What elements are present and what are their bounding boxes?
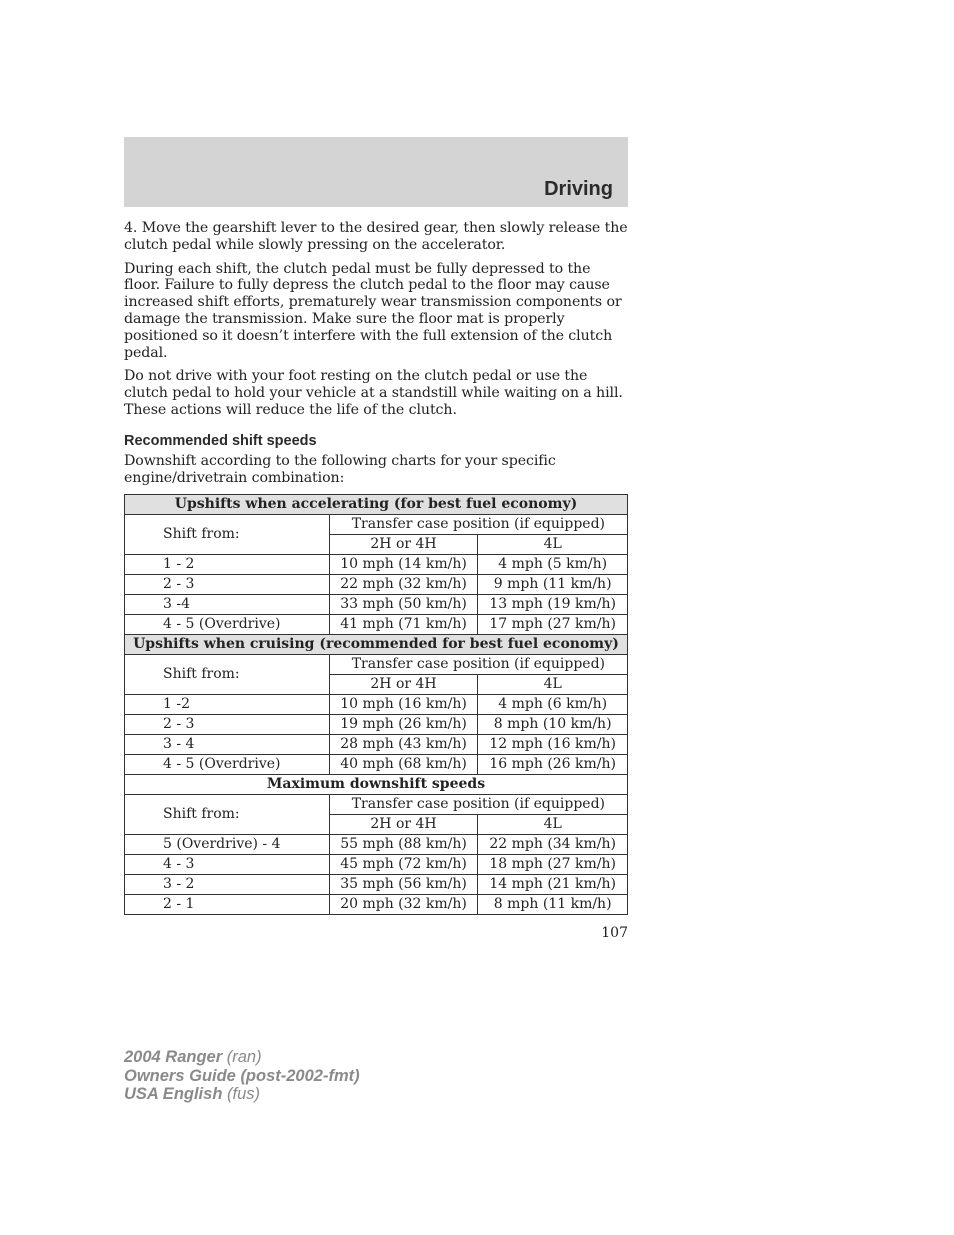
footer-line-model <box>124 1048 360 1067</box>
shift-from-cell: 4 - 3 <box>125 855 330 875</box>
column-2h-4h: 2H or 4H <box>329 535 478 555</box>
paragraph-clutch-rest: Do not drive with your foot resting on the clutch pedal or use the clutch pedal to hold your vehicle at a standstill while waiting on a hill. These actions will reduce the life of the clutch. <box>124 368 623 418</box>
footer-guide: Owners Guide (post-2002-fmt) <box>124 1066 360 1085</box>
table-row <box>125 835 628 855</box>
speed-4l-cell: 22 mph (34 km/h) <box>478 835 628 855</box>
footer-model-code: (ran) <box>226 1048 262 1066</box>
table-row <box>125 855 628 875</box>
table-row <box>125 755 628 775</box>
column-4l: 4L <box>478 815 628 835</box>
speed-2h-4h-cell: 20 mph (32 km/h) <box>329 895 478 915</box>
speed-4l-cell: 8 mph (10 km/h) <box>478 715 628 735</box>
upshift-cruising-header-row <box>125 655 628 675</box>
column-2h-4h: 2H or 4H <box>329 675 478 695</box>
table-row <box>125 695 628 715</box>
footer-model: 2004 Ranger <box>124 1048 223 1066</box>
column-2h-4h: 2H or 4H <box>329 815 478 835</box>
speed-4l-cell: 17 mph (27 km/h) <box>478 615 628 635</box>
speed-4l-cell: 12 mph (16 km/h) <box>478 735 628 755</box>
max-downshift-title: Maximum downshift speeds <box>125 775 628 795</box>
shift-speed-table <box>124 494 628 915</box>
shift-from-cell: 2 - 1 <box>125 895 330 915</box>
speed-4l-cell: 4 mph (5 km/h) <box>478 555 628 575</box>
table-row <box>125 575 628 595</box>
speed-4l-cell: 13 mph (19 km/h) <box>478 595 628 615</box>
shift-from-cell: 3 - 4 <box>125 735 330 755</box>
transfer-case-label: Transfer case position (if equipped) <box>329 515 627 535</box>
speed-4l-cell: 4 mph (6 km/h) <box>478 695 628 715</box>
shift-from-label: Shift from: <box>125 795 330 835</box>
shift-from-cell: 4 - 5 (Overdrive) <box>125 615 330 635</box>
speed-4l-cell: 9 mph (11 km/h) <box>478 575 628 595</box>
speed-2h-4h-cell: 10 mph (16 km/h) <box>329 695 478 715</box>
table-row <box>125 715 628 735</box>
shift-from-cell: 3 -4 <box>125 595 330 615</box>
paragraph-clutch-depress: During each shift, the clutch pedal must be fully depressed to the floor. Failure to fully depress the clutch pedal to the floor may cause increased shift efforts, prematurely wear transmission components or damage the transmission. Make sure the floor mat is properly positioned so it doesn’t interfere with the full extension of the clutch pedal. <box>124 260 622 361</box>
table-row <box>125 555 628 575</box>
table-row <box>125 875 628 895</box>
max-downshift-header-row <box>125 795 628 815</box>
speed-4l-cell: 18 mph (27 km/h) <box>478 855 628 875</box>
table-row <box>125 895 628 915</box>
document-footer <box>124 1048 360 1104</box>
shift-from-cell: 1 -2 <box>125 695 330 715</box>
speed-2h-4h-cell: 41 mph (71 km/h) <box>329 615 478 635</box>
shift-from-cell: 1 - 2 <box>125 555 330 575</box>
paragraph-step-4: 4. Move the gearshift lever to the desired gear, then slowly release the clutch pedal while slowly pressing on the accelerator. <box>124 220 628 253</box>
column-4l: 4L <box>478 535 628 555</box>
table-row <box>125 595 628 615</box>
speed-2h-4h-cell: 10 mph (14 km/h) <box>329 555 478 575</box>
footer-language: USA English <box>124 1085 223 1103</box>
shift-from-cell: 2 - 3 <box>125 575 330 595</box>
shift-from-cell: 2 - 3 <box>125 715 330 735</box>
speed-4l-cell: 8 mph (11 km/h) <box>478 895 628 915</box>
paragraph-intro: Downshift according to the following charts for your specific engine/drivetrain combination: <box>124 452 556 486</box>
table-row <box>125 615 628 635</box>
footer-line-guide <box>124 1067 360 1086</box>
speed-2h-4h-cell: 55 mph (88 km/h) <box>329 835 478 855</box>
upshift-cruising-title-row <box>125 635 628 655</box>
table-row <box>125 735 628 755</box>
transfer-case-label: Transfer case position (if equipped) <box>329 655 627 675</box>
shift-from-cell: 4 - 5 (Overdrive) <box>125 755 330 775</box>
speed-2h-4h-cell: 40 mph (68 km/h) <box>329 755 478 775</box>
footer-language-code: (fus) <box>227 1085 260 1103</box>
upshift-cruising-title: Upshifts when cruising (recommended for best fuel economy) <box>125 635 628 655</box>
upshift-accelerating-title: Upshifts when accelerating (for best fuel economy) <box>125 495 628 515</box>
subheading-shift-speeds: Recommended shift speeds <box>124 432 317 449</box>
page-number: 107 <box>601 925 628 941</box>
speed-2h-4h-cell: 35 mph (56 km/h) <box>329 875 478 895</box>
speed-2h-4h-cell: 19 mph (26 km/h) <box>329 715 478 735</box>
section-title: Driving <box>544 178 613 200</box>
upshift-accelerating-title-row <box>125 495 628 515</box>
speed-2h-4h-cell: 22 mph (32 km/h) <box>329 575 478 595</box>
max-downshift-title-row <box>125 775 628 795</box>
footer-line-language <box>124 1085 360 1104</box>
speed-4l-cell: 14 mph (21 km/h) <box>478 875 628 895</box>
speed-2h-4h-cell: 33 mph (50 km/h) <box>329 595 478 615</box>
upshift-accelerating-header-row <box>125 515 628 535</box>
section-header-band <box>124 137 628 207</box>
speed-4l-cell: 16 mph (26 km/h) <box>478 755 628 775</box>
shift-from-label: Shift from: <box>125 655 330 695</box>
shift-from-cell: 5 (Overdrive) - 4 <box>125 835 330 855</box>
column-4l: 4L <box>478 675 628 695</box>
speed-2h-4h-cell: 28 mph (43 km/h) <box>329 735 478 755</box>
page-content <box>124 220 628 915</box>
transfer-case-label: Transfer case position (if equipped) <box>329 795 627 815</box>
shift-from-cell: 3 - 2 <box>125 875 330 895</box>
shift-from-label: Shift from: <box>125 515 330 555</box>
speed-2h-4h-cell: 45 mph (72 km/h) <box>329 855 478 875</box>
